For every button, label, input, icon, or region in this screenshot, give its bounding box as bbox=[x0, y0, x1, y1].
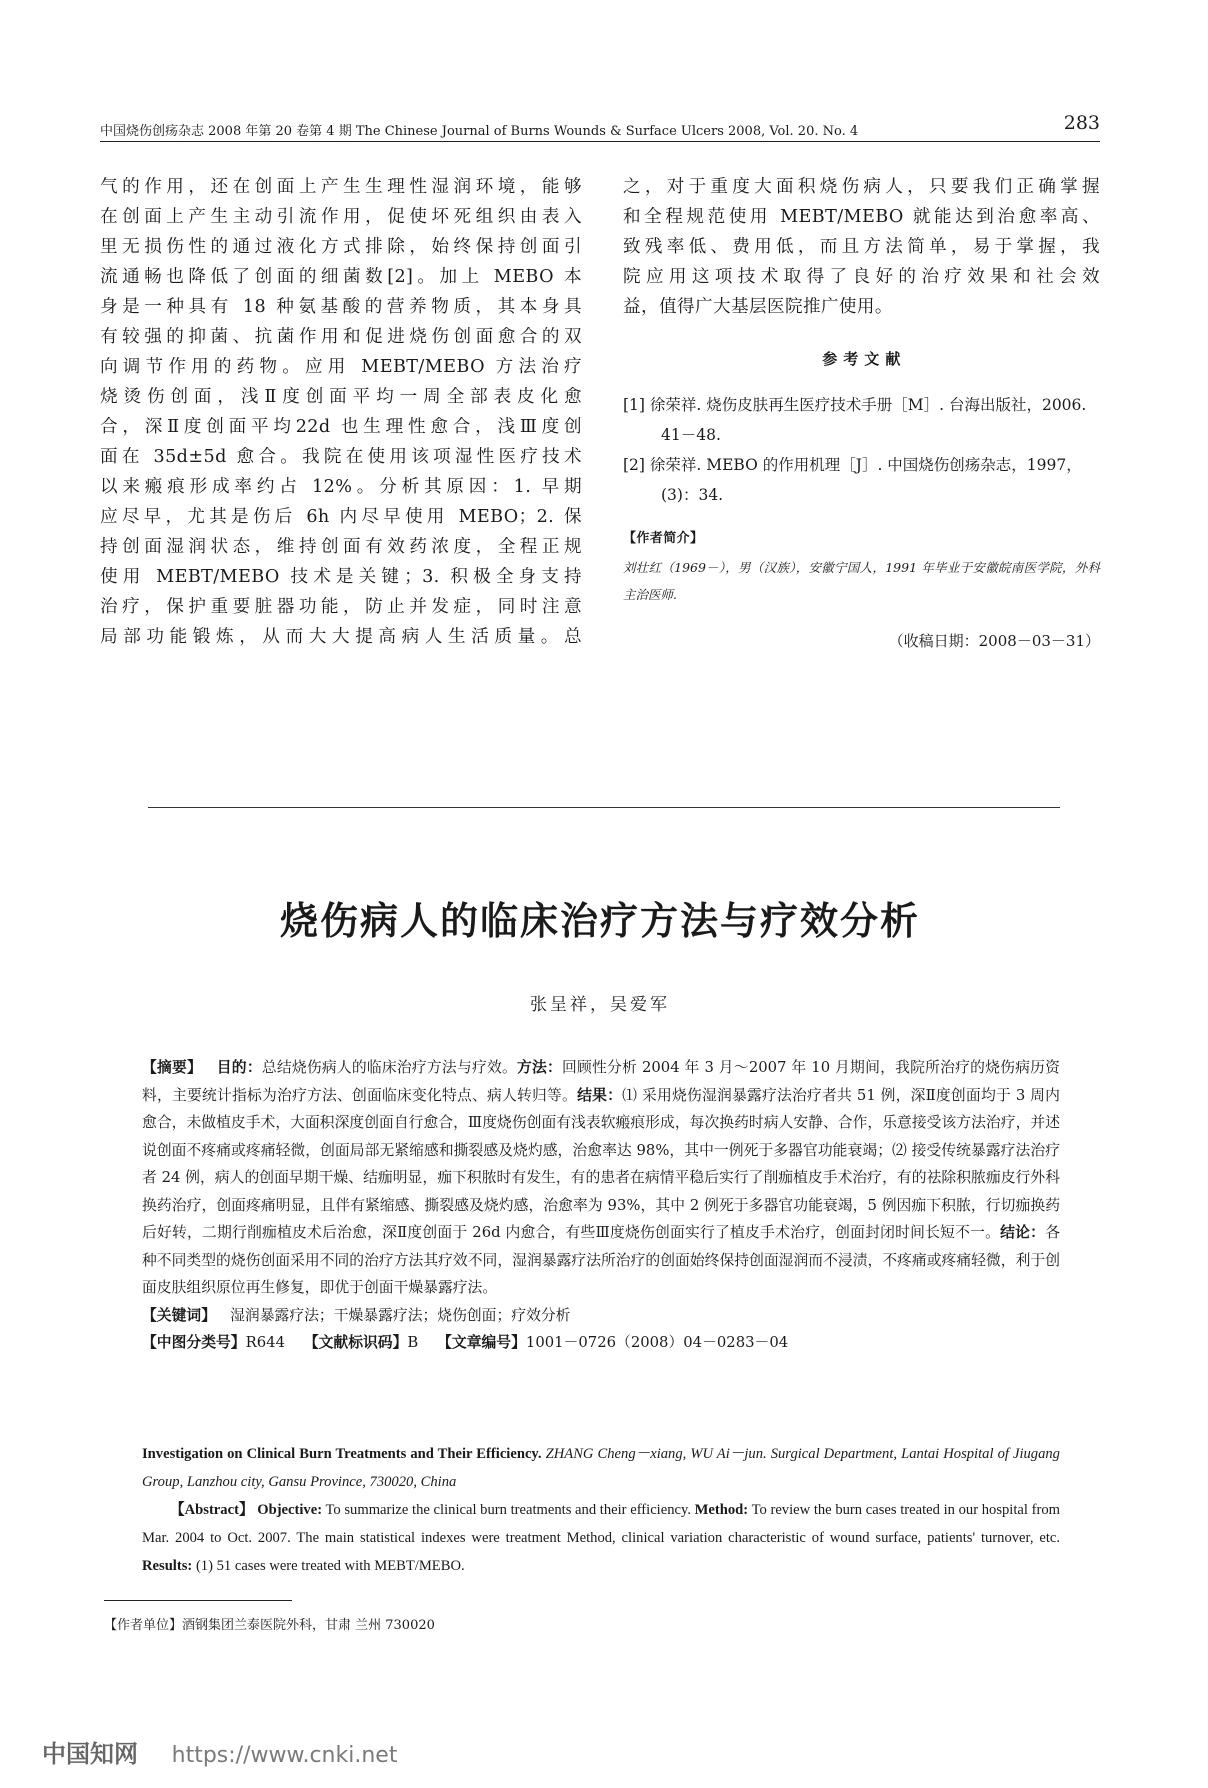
article-number-value: 1001－0726（2008）04－0283－04 bbox=[525, 1334, 789, 1351]
body-line: 使用 MEBT/MEBO 技术是关键；3. 积极全身支持 bbox=[100, 567, 582, 587]
objective-label: 目的： bbox=[216, 1059, 262, 1076]
clc-label: 【中图分类号】 bbox=[142, 1334, 246, 1351]
english-title-line bbox=[142, 1440, 1060, 1496]
body-line: 合，深Ⅱ度创面平均22d 也生理性愈合，浅Ⅲ度创 bbox=[100, 417, 582, 437]
english-objective-label: Objective: bbox=[257, 1502, 323, 1518]
doc-code-value: B bbox=[407, 1334, 419, 1351]
running-head bbox=[100, 112, 1100, 146]
abstract-label: 【摘要】 bbox=[142, 1059, 203, 1076]
method-text: 回顾性分析 2004 年 3 月～2007 年 10 月期间，我院所治疗的烧伤病历资料，主要统计指标为治疗方法、创面临床变化特点、病人转归等。 bbox=[142, 1059, 1060, 1104]
english-abstract-label: 【Abstract】 bbox=[170, 1502, 254, 1518]
body-line: 以来瘢痕形成率约占 12%。分析其原因：1. 早期 bbox=[100, 477, 582, 497]
english-abstract-paragraph bbox=[142, 1496, 1060, 1580]
body-line: 流通畅也降低了创面的细菌数[2]。加上 MEBO 本 bbox=[100, 267, 582, 287]
cnki-watermark bbox=[42, 1734, 397, 1769]
left-column bbox=[100, 172, 582, 652]
received-date: （收稿日期：2008－03－31） bbox=[888, 632, 1100, 650]
footnote-rule bbox=[104, 1600, 292, 1601]
body-line: 治疗，保护重要脏器功能，防止并发症，同时注意 bbox=[100, 597, 582, 617]
body-line: 持创面湿润状态，维持创面有效药浓度，全程正规 bbox=[100, 537, 582, 557]
cnki-brand: 中国知网 bbox=[42, 1740, 138, 1768]
body-line: 在创面上产生主动引流作用，促使坏死组织由表入 bbox=[100, 207, 582, 227]
results-text: ⑴ 采用烧伤湿润暴露疗法治疗者共 51 例，深Ⅱ度创面均于 3 周内愈合，未做植皮手术，大面积深度创面自行愈合，Ⅲ度烧伤创面有浅表软瘢痕形成，每次换药时病人安静、合作，乐意接受该方法治疗，并述说创面不疼痛或疼痛轻微，创面局部无紧缩感和撕裂感及烧灼感，治愈率达 98%，其中一例死于多器官功能衰竭；⑵ 接受传统暴露疗法治疗者 24 例，病人的创面早期干燥、结痂明显，痂下积脓时有发生，有的患者在病情平稳后实行了削痂植皮手术治疗，有的祛除积脓痂皮行外科换药治疗，创面疼痛明显，且伴有紧缩感、撕裂感及烧灼感，治愈率为 93%，其中 2 例死于多器官功能衰竭，5 例因痂下积脓，行切痂换药后好转，二期行削痂植皮术后治愈，深Ⅱ度创面于 26d 内愈合，有些Ⅲ度烧伤创面实行了植皮手术治疗，创面封闭时间长短不一。 bbox=[142, 1086, 1060, 1241]
author-bio-heading: 【作者简介】 bbox=[623, 531, 704, 546]
body-line: 局部功能锻炼，从而大大提高病人生活质量。总 bbox=[100, 627, 582, 647]
classification-line bbox=[142, 1329, 1060, 1357]
method-label: 方法： bbox=[516, 1059, 563, 1076]
reference-item: [2] 徐荣祥. MEBO 的作用机理［J］. 中国烧伤创疡杂志，1997，(3)：34. bbox=[623, 456, 1082, 504]
body-line: 面在 35d±5d 愈合。我院在使用该项湿性医疗技术 bbox=[100, 447, 582, 467]
body-line: 有较强的抑菌、抗菌作用和促进烧伤创面愈合的双 bbox=[100, 327, 582, 347]
english-objective-text: To summarize the clinical burn treatments and their efficiency. bbox=[325, 1502, 691, 1518]
abstract-english bbox=[142, 1440, 1060, 1580]
author-affiliation-footnote: 【作者单位】酒钢集团兰泰医院外科，甘肃 兰州 730020 bbox=[104, 1618, 435, 1633]
english-title: Investigation on Clinical Burn Treatments and Their Efficiency. bbox=[142, 1446, 542, 1462]
body-line: 身是一种具有 18 种氨基酸的营养物质，其本身具 bbox=[100, 297, 582, 317]
reference-item: [1] 徐荣祥. 烧伤皮肤再生医疗技术手册［M］. 台海出版社，2006. 41－48. bbox=[623, 396, 1087, 444]
body-line: 院应用这项技术取得了良好的治疗效果和社会效 bbox=[623, 267, 1100, 287]
body-line: 致残率低、费用低，而且方法简单，易于掌握，我 bbox=[623, 237, 1100, 257]
keywords-label: 【关键词】 bbox=[142, 1306, 216, 1324]
body-line: 烧烫伤创面，浅Ⅱ度创面平均一周全部表皮化愈 bbox=[100, 387, 582, 407]
body-line: 应尽早，尤其是伤后 6h 内尽早使用 MEBO；2. 保 bbox=[100, 507, 582, 527]
author-bio-text: 刘壮红（1969－），男（汉族），安徽宁国人，1991 年毕业于安徽皖南医学院，外科主治医师. bbox=[623, 560, 1100, 602]
clc-value: R644 bbox=[245, 1334, 285, 1351]
header-rule bbox=[100, 141, 1100, 142]
english-affiliation: ZHANG Cheng－xiang, WU Ai－jun. Surgical Department, Lantai Hospital of Jiugang Group, Lanzhou city, Gansu Province, 730020, China bbox=[142, 1446, 1060, 1490]
body-line: 向调节作用的药物。应用 MEBT/MEBO 方法治疗 bbox=[100, 357, 582, 377]
keywords-line bbox=[142, 1302, 1060, 1330]
cnki-url[interactable]: https://www.cnki.net bbox=[171, 1743, 398, 1768]
body-line: 里无损伤性的通过液化方式排除，始终保持创面引 bbox=[100, 237, 582, 257]
english-results-text: (1) 51 cases were treated with MEBT/MEBO. bbox=[195, 1558, 465, 1574]
abstract-chinese bbox=[142, 1054, 1060, 1357]
body-line: 益，值得广大基层医院推广使用。 bbox=[623, 297, 893, 317]
objective-text: 总结烧伤病人的临床治疗方法与疗效。 bbox=[261, 1059, 517, 1076]
conclusion-label: 结论： bbox=[1000, 1224, 1046, 1241]
article-separator bbox=[148, 807, 1060, 808]
article-number-label: 【文章编号】 bbox=[437, 1334, 526, 1351]
results-label: 结果： bbox=[577, 1086, 623, 1104]
keywords-text: 湿润暴露疗法；干燥暴露疗法；烧伤创面；疗效分析 bbox=[230, 1306, 571, 1324]
conclusion-text: 各种不同类型的烧伤创面采用不同的治疗方法其疗效不同，湿润暴露疗法所治疗的创面始终保持创面湿润而不浸渍，不疼痛或疼痛轻微，利于创面皮肤组织原位再生修复，即优于创面干燥暴露疗法。 bbox=[142, 1224, 1060, 1296]
body-line: 气的作用，还在创面上产生生理性湿润环境，能够 bbox=[100, 177, 582, 197]
english-method-label: Method: bbox=[694, 1502, 749, 1518]
body-line: 之，对于重度大面积烧伤病人，只要我们正确掌握 bbox=[623, 177, 1100, 197]
running-head-text: 中国烧伤创疡杂志 2008 年第 20 卷第 4 期 The Chinese Journal of Burns Wounds & Surface Ulcers 2008, Vol. 20. No. 4 bbox=[100, 124, 859, 139]
body-line: 和全程规范使用 MEBT/MEBO 就能达到治愈率高、 bbox=[623, 207, 1100, 227]
english-method-text: To review the burn cases treated in our hospital from Mar. 2004 to Oct. 2007. The main statistical indexes were treatment Method, clinical variation characteristic of wound surface, patients' turnover, etc. bbox=[142, 1502, 1060, 1546]
paper-title: 烧伤病人的临床治疗方法与疗效分析 bbox=[279, 899, 920, 943]
english-results-label: Results: bbox=[142, 1558, 193, 1574]
right-column bbox=[623, 172, 1100, 656]
abstract-paragraph bbox=[142, 1054, 1060, 1302]
paper-authors: 张呈祥，吴爱军 bbox=[530, 995, 670, 1015]
page-number: 283 bbox=[1063, 112, 1100, 134]
references-title: 参 考 文 献 bbox=[822, 350, 901, 368]
doc-code-label: 【文献标识码】 bbox=[303, 1334, 408, 1351]
